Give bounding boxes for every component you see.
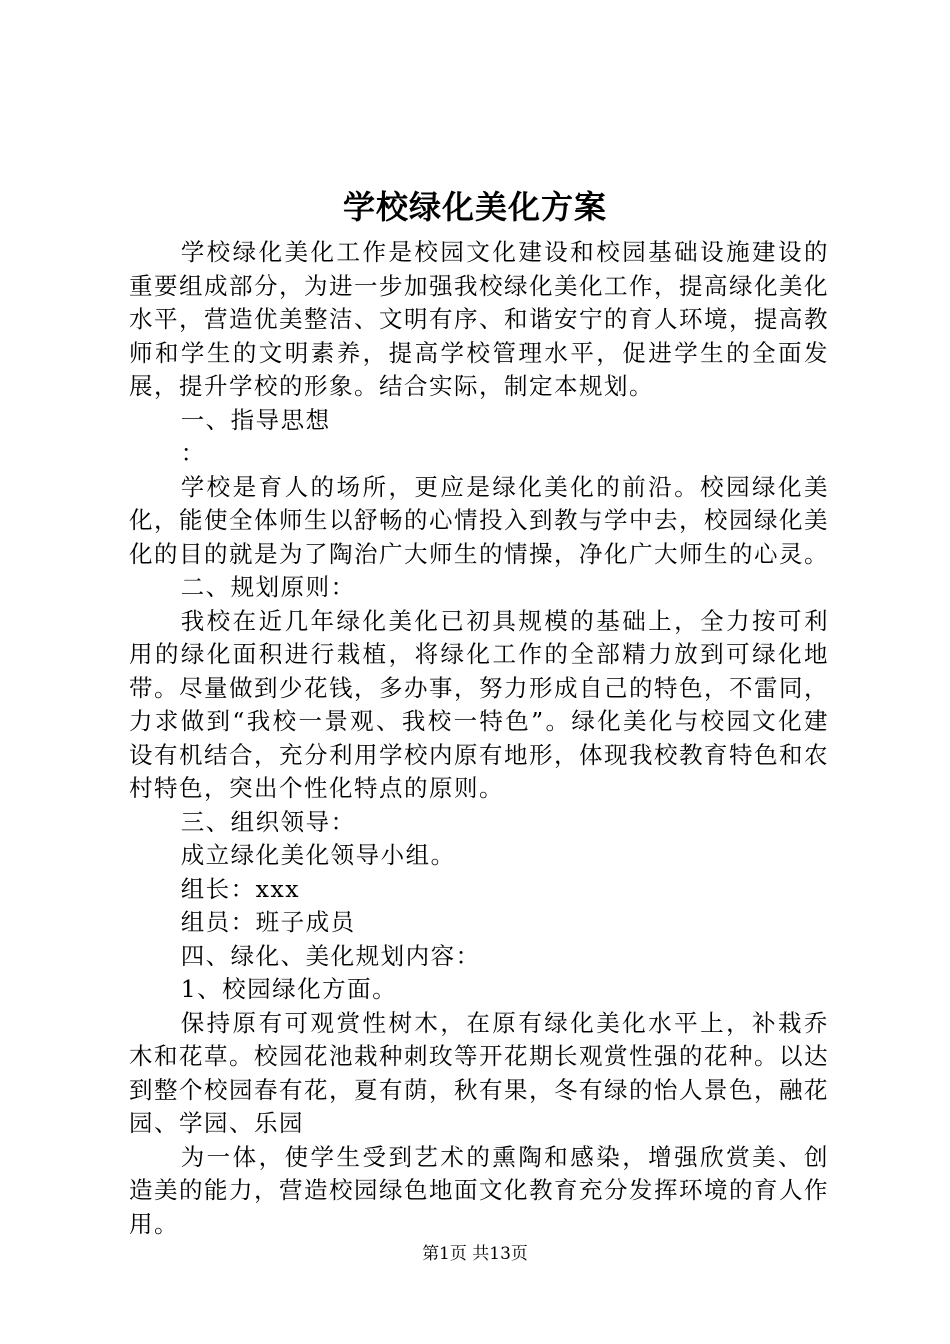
team-members-line: 组员：班子成员 (180, 908, 356, 936)
greening-paragraph: 保持原有可观赏性树木，在原有绿化美化水平上，补栽乔木和花草。校园花池栽种刺玫等开花期长观赏性强的花种。以达到整个校园春有花，夏有荫，秋有果，冬有绿的怡人景色，融花园、学园、乐园 (129, 1008, 829, 1137)
section-heading-guiding-thought: 一、指导思想 (180, 405, 331, 434)
intro-paragraph: 学校绿化美化工作是校园文化建设和校园基础设施建设的重要组成部分，为进一步加强我校绿化美化工作，提高绿化美化水平，营造优美整洁、文明有序、和谐安宁的育人环境，提高教师和学生的文明素养，提高学校管理水平，促进学生的全面发展，提升学校的形象。结合实际，制定本规划。 (129, 238, 829, 400)
subsection-heading-greening: 1、校园绿化方面。 (180, 975, 398, 1003)
team-leader-line: 组长：xxx (180, 874, 300, 903)
document-title: 学校绿化美化方案 (342, 188, 607, 226)
section-heading-planning-principles: 二、规划原则： (180, 573, 356, 601)
page-number-footer: 第1页 共13页 (422, 1244, 528, 1264)
section-heading-organization: 三、组织领导： (180, 807, 356, 836)
organization-paragraph: 成立绿化美化领导小组。 (180, 841, 456, 869)
planning-principles-paragraph: 我校在近几年绿化美化已初具规模的基础上，全力按可利用的绿化面积进行栽植，将绿化工作的全部精力放到可绿化地带。尽量做到少花钱，多办事，努力形成自己的特色，不雷同，力求做到“我校一景观、我校一特色”。绿化美化与校园文化建设有机结合，充分利用学校内原有地形，体现我校教育特色和农村特色，突出个性化特点的原则。 (129, 606, 829, 802)
greening-paragraph-continued: 为一体，使学生受到艺术的熏陶和感染，增强欣赏美、创造美的能力，营造校园绿色地面文化教育充分发挥环境的育人作用。 (129, 1142, 829, 1238)
document-body (129, 236, 829, 1241)
section-heading-plan-content: 四、绿化、美化规划内容： (180, 941, 481, 970)
colon-line: ： (180, 439, 206, 467)
guiding-thought-paragraph: 学校是育人的场所，更应是绿化美化的前沿。校园绿化美化，能使全体师生以舒畅的心情投入到教与学中去，校园绿化美化的目的就是为了陶治广大师生的情操，净化广大师生的心灵。 (129, 472, 829, 568)
